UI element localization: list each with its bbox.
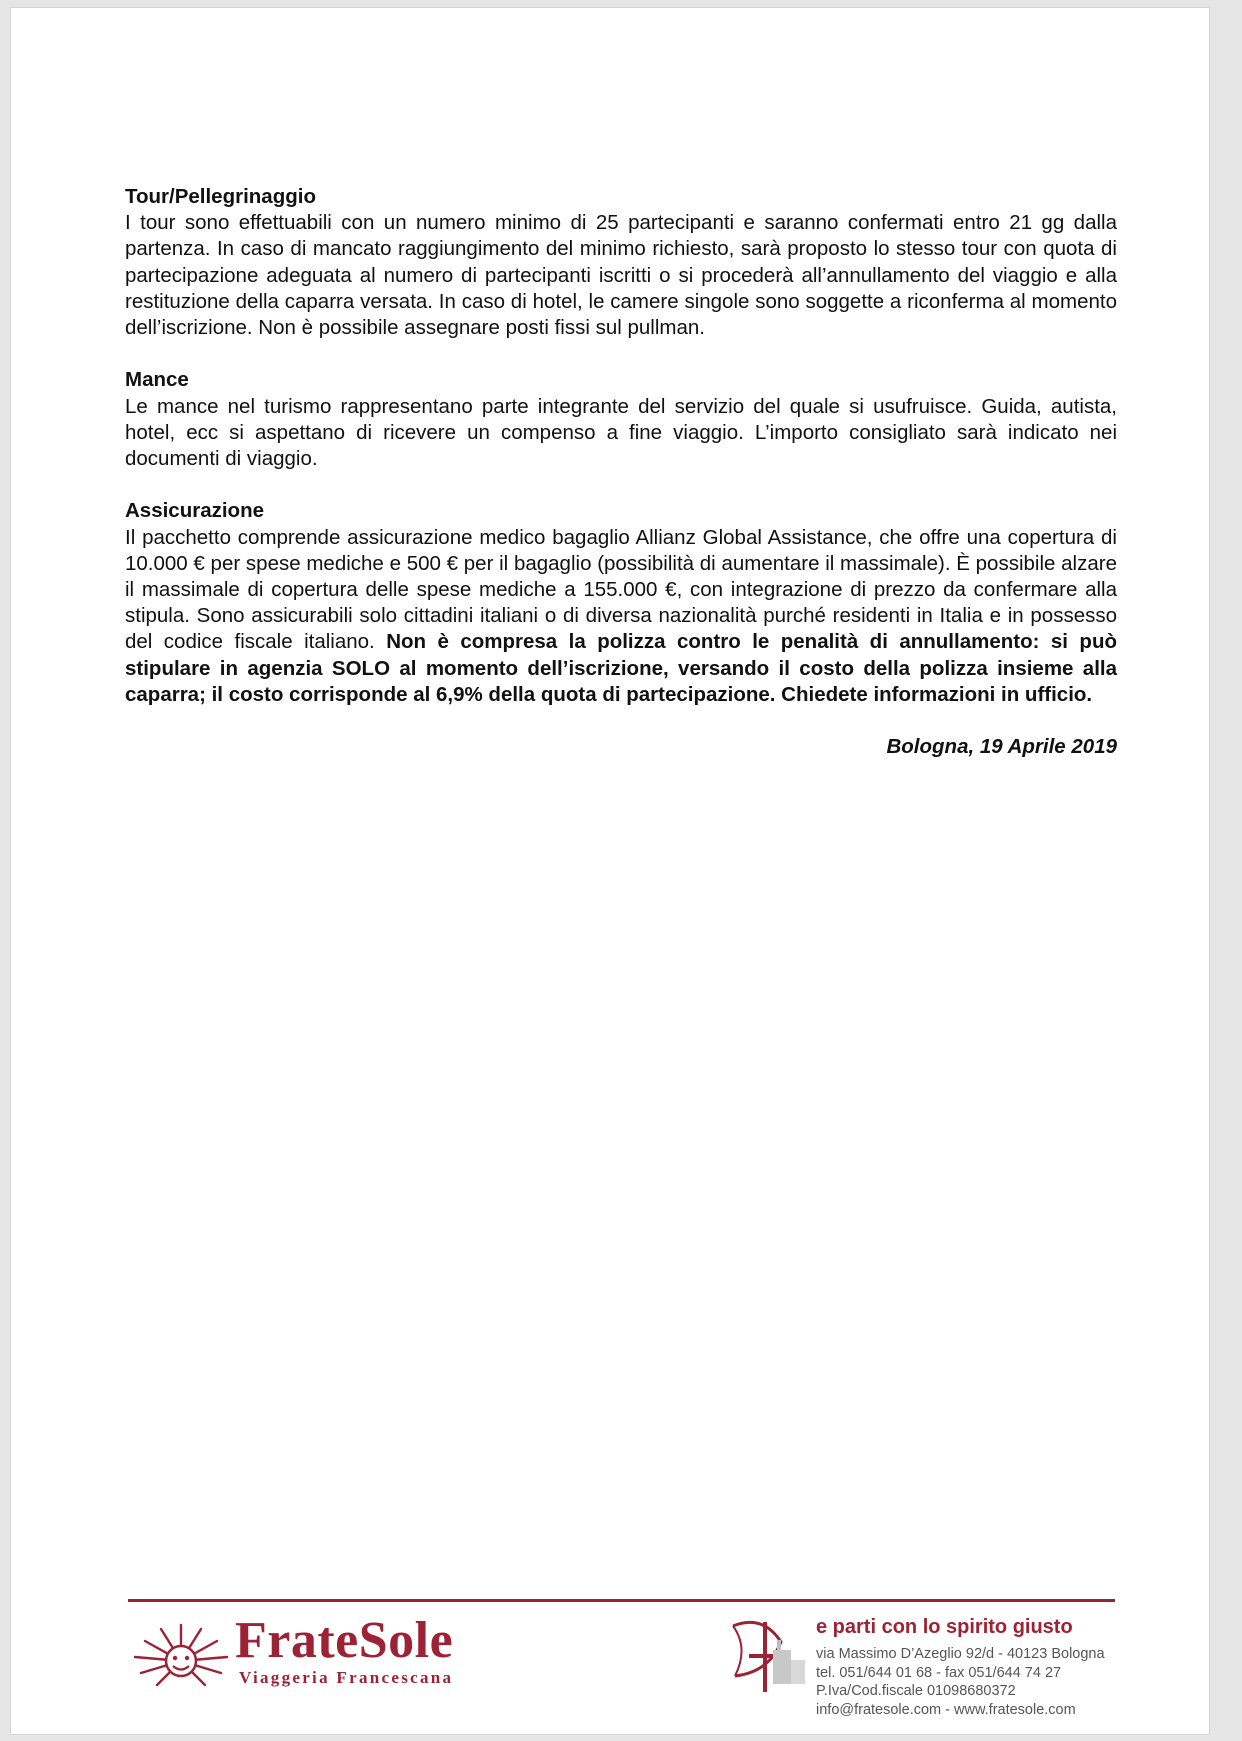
address: via Massimo D’Azeglio 92/d - 40123 Bologna — [816, 1646, 1105, 1662]
fratesole-logo — [131, 1612, 481, 1695]
logo-subtitle: Viaggeria Francescana — [239, 1668, 454, 1687]
footer-divider — [128, 1599, 1115, 1602]
section-assicurazione — [125, 498, 1117, 708]
section-text-assicurazione — [125, 525, 1117, 708]
insurance-bold-notice: Non è compresa la polizza contro le penalità di annullamento: si può stipulare in agenzia SOLO al momento dell’iscrizione, versando il costo della polizza insieme alla caparra; il costo corrisponde al 6,9% della quota di partecipazione. Chiedete informazioni in ufficio. — [125, 630, 1117, 706]
phone-fax: tel. 051/644 01 68 - fax 051/644 74 27 — [816, 1664, 1062, 1681]
tagline: e parti con lo spirito giusto — [816, 1616, 1073, 1638]
contact-block — [816, 1616, 1136, 1719]
section-tour — [125, 184, 1117, 341]
section-heading-tour: Tour/Pellegrinaggio — [125, 185, 316, 208]
logo-title: FrateSole — [235, 1612, 454, 1669]
vat-number: P.Iva/Cod.fiscale 01098680372 — [816, 1683, 1016, 1699]
fish-cross-icon — [729, 1616, 811, 1694]
section-text-mance: Le mance nel turismo rappresentano parte integrante del servizio del quale si usufruisce. Guida, autista, hotel, ecc si aspettano di ricevere un compenso a fine viaggio. L’importo consigliato sarà indicato nei documenti di viaggio. — [125, 394, 1117, 471]
section-mance — [125, 367, 1117, 472]
document-page — [10, 7, 1210, 1735]
document-body — [125, 184, 1117, 760]
section-heading-assicurazione: Assicurazione — [125, 499, 264, 523]
place-date-signature: Bologna, 19 Aprile 2019 — [886, 735, 1117, 759]
email-website: info@fratesole.com - www.fratesole.com — [816, 1701, 1076, 1718]
section-heading-mance: Mance — [125, 368, 189, 392]
sun-logo-icon — [131, 1623, 231, 1689]
insurance-text: Il pacchetto comprende assicurazione medico bagaglio Allianz Global Assistance, che offre una copertura di 10.000 € per spese mediche e 500 € per il bagaglio (possibilità di aumentare il massimale). È possibile alzare il massimale di copertura delle spese mediche a 155.000 €, con integrazione di prezzo da confermare alla stipula. Sono assicurabili solo cittadini italiani o di diversa nazionalità purché residenti in Italia e in possesso del codice fiscale italiano. — [125, 525, 1117, 654]
section-text-tour: I tour sono effettuabili con un numero minimo di 25 partecipanti e saranno confermati entro 21 gg dalla partenza. In caso di mancato raggiungimento del minimo richiesto, sarà proposto lo stesso tour con quota di partecipazione adeguata al numero di partecipanti iscritti o si procederà all’annullamento del viaggio e alla restituzione della caparra versata. In caso di hotel, le camere singole sono soggette a riconferma al momento dell’iscrizione. Non è possibile assegnare posti fissi sul pullman. — [125, 211, 1117, 340]
